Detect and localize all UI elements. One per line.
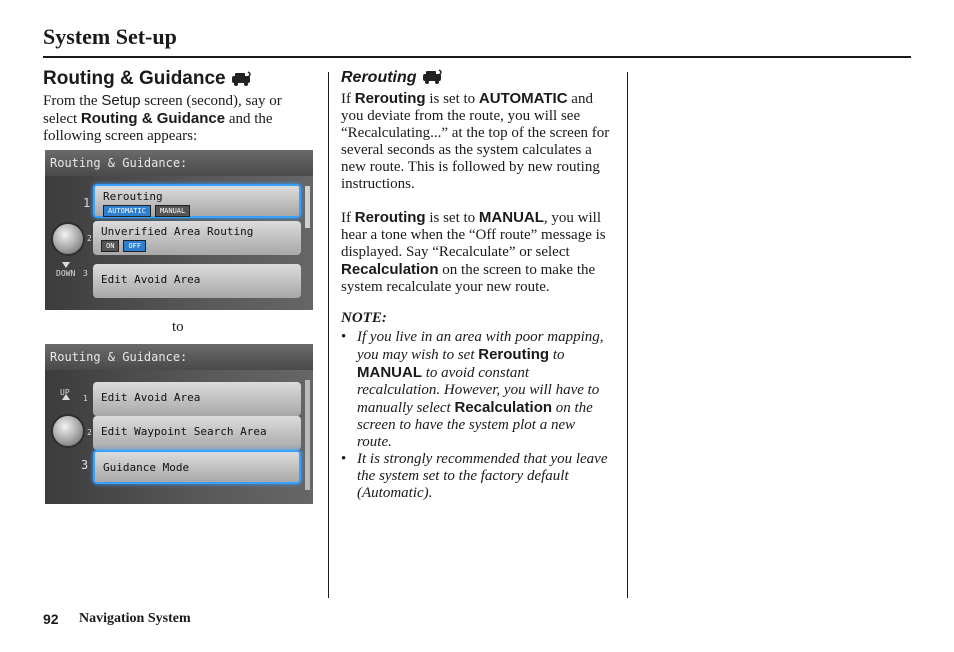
intro-text-3: and the following screen appears: (43, 111, 273, 144)
note1-text-e: to avoid constant recalculation. However, you will have to manually select (357, 365, 600, 416)
unverified-area-routing-item[interactable] (93, 221, 301, 255)
screen-body (45, 370, 313, 504)
left-column (43, 68, 315, 145)
p1-text-a: If (341, 91, 355, 107)
p2-manual-term: MANUAL (478, 209, 544, 226)
screen-header: Routing & Guidance: (45, 344, 313, 370)
off-option[interactable]: OFF (123, 240, 146, 252)
section-heading-text: Routing & Guidance (43, 68, 226, 89)
automatic-option[interactable]: AUTOMATIC (103, 205, 151, 217)
up-label: UP (60, 388, 70, 397)
selector-knob-icon (51, 414, 85, 448)
note1-manual-term: MANUAL (357, 364, 422, 381)
p2-recalculation-term: Recalculation (341, 261, 439, 278)
footer-label: Navigation System (79, 611, 191, 626)
automatic-paragraph (341, 90, 613, 193)
scrollbar[interactable] (305, 380, 310, 490)
p1-rerouting-term: Rerouting (354, 90, 426, 107)
title-divider (43, 56, 911, 58)
p2-text-g: on the screen to make the system recalculate your new route. (341, 262, 596, 295)
voice-command-icon (421, 68, 445, 84)
screen-routing-guidance-2 (45, 344, 313, 504)
page-title: System Set-up (43, 24, 177, 49)
voice-command-icon (230, 70, 254, 86)
note1-recalculation-term: Recalculation (454, 399, 553, 416)
p2-text-c: is set to (425, 210, 479, 226)
intro-paragraph (43, 92, 315, 145)
manual-paragraph (341, 209, 613, 296)
edit-avoid-area-item[interactable] (93, 264, 301, 298)
note-item (341, 329, 613, 451)
screen-header: Routing & Guidance: (45, 150, 313, 176)
down-arrow-icon (62, 262, 70, 268)
note-item: • It is strongly recommended that you leave the system set to the factory default (Automatic). (341, 451, 613, 502)
p1-automatic-term: AUTOMATIC (478, 90, 568, 107)
p2-rerouting-term: Rerouting (354, 209, 426, 226)
column-divider-left (328, 72, 329, 598)
rerouting-heading (341, 68, 613, 88)
item-number-3: 3 (81, 458, 89, 472)
screen-routing-guidance-1 (45, 150, 313, 310)
p1-text-c: is set to (425, 91, 479, 107)
rerouting-heading-text: Rerouting (341, 69, 417, 86)
on-option[interactable]: ON (101, 240, 119, 252)
middle-column (341, 68, 613, 502)
edit-waypoint-search-area-label: Edit Waypoint Search Area (101, 425, 267, 438)
page-number: 92 (43, 611, 59, 627)
item-number-1: 1 (83, 394, 88, 403)
item-number-1: 1 (83, 196, 91, 210)
note-label: NOTE: (341, 310, 387, 326)
scrollbar[interactable] (305, 186, 310, 228)
setup-term: Setup (101, 92, 141, 109)
intro-text-1: From the (43, 93, 102, 109)
to-label: to (172, 319, 184, 335)
manual-option[interactable]: MANUAL (155, 205, 190, 217)
guidance-mode-label: Guidance Mode (103, 461, 190, 474)
item-number-2: 2 (87, 428, 92, 437)
section-heading (43, 68, 315, 90)
intro-text-2: screen (second), say or select (43, 93, 282, 127)
guidance-mode-item[interactable] (93, 450, 301, 484)
p2-text-e: , you will hear a tone when the “Off route” message is displayed. Say “Recalculate” or select (341, 210, 606, 260)
note1-text-g: on the screen to have the system plot a new route. (357, 400, 593, 450)
selector-knob-icon (51, 222, 85, 256)
down-label: DOWN (56, 269, 76, 278)
unverified-area-routing-label: Unverified Area Routing (101, 225, 254, 238)
edit-avoid-area-item[interactable] (93, 382, 301, 416)
item-number-3: 3 (83, 269, 88, 278)
rerouting-item[interactable] (93, 184, 301, 218)
rerouting-label: Rerouting (103, 190, 163, 203)
routing-guidance-term: Routing & Guidance (80, 110, 226, 127)
note-list (341, 329, 613, 502)
note1-rerouting-term: Rerouting (478, 346, 550, 363)
p2-text-a: If (341, 210, 355, 226)
column-divider-right (627, 72, 628, 598)
note1-text-c: to (549, 347, 565, 363)
item-number-2: 2 (87, 234, 92, 243)
p1-text-e: and you deviate from the route, you will see “Recalculating...” at the top of the screen for several seconds as the system calculates a new route. This is followed by new routing instructions. (341, 91, 610, 192)
edit-avoid-area-label: Edit Avoid Area (101, 391, 201, 404)
note1-text-a: If you live in an area with poor mapping, you may wish to set (357, 329, 604, 363)
edit-avoid-area-label: Edit Avoid Area (101, 273, 201, 286)
screen-body (45, 176, 313, 310)
edit-waypoint-search-area-item[interactable] (93, 416, 301, 450)
